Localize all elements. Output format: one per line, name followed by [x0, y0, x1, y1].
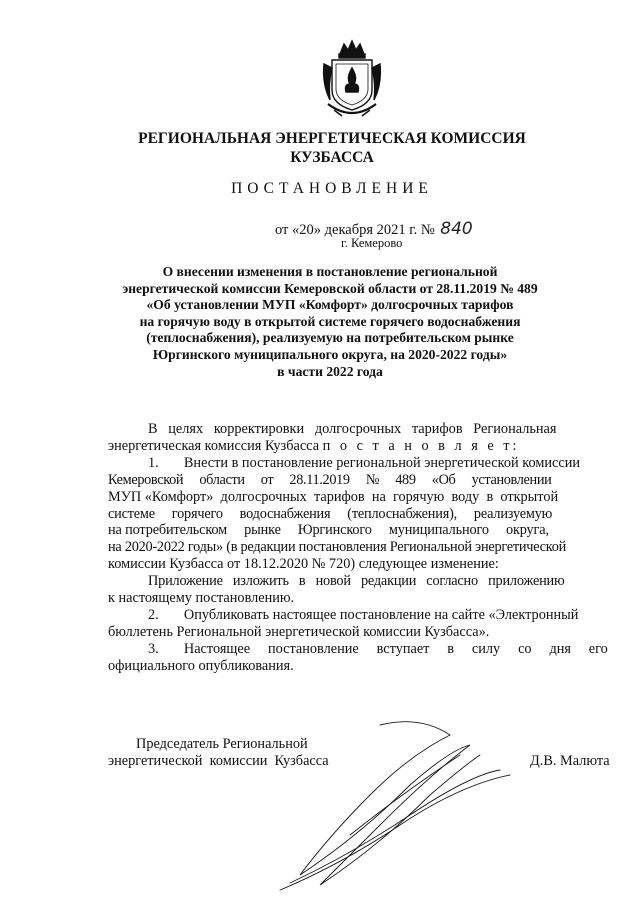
- subject-line: Юргинского муниципального округа, на 2020-2022 годы»: [152, 346, 508, 362]
- item-2-number: 2.: [148, 606, 159, 623]
- intro-line: В целях корректировки долгосрочных тарифов Региональная: [148, 421, 557, 437]
- item-1-line: системе горячего водоснабжения (теплоснабжения), реализуемую: [108, 505, 553, 522]
- subject-line: на горячую воду в открытой системе горячего водоснабжения: [139, 313, 521, 329]
- subject-line: энергетической комиссии Кемеровской области от 28.11.2019 № 489: [122, 280, 538, 296]
- item-3-line: официального опубликования.: [108, 657, 294, 674]
- intro-text: энергетическая комиссия Кузбасса: [108, 437, 320, 454]
- item-2-text: Опубликовать настоящее постановление на сайте «Электронный: [183, 606, 579, 623]
- item-1-line: МУП «Комфорт» долгосрочных тарифов на горячую воду в открытой: [108, 488, 559, 505]
- signatory-name: Д.В. Малюта: [530, 753, 610, 769]
- item-1-line: Кемеровской области от 28.11.2019 № 489 «Об установлении: [108, 471, 552, 488]
- intro-line: энергетическая комиссия Кузбасса п о с т а н о в л я е т:: [108, 437, 517, 454]
- organization-name-line1: РЕГИОНАЛЬНАЯ ЭНЕРГЕТИЧЕСКАЯ КОМИССИЯ: [138, 130, 526, 147]
- document-type: ПОСТАНОВЛЕНИЕ: [231, 180, 433, 197]
- item-1-text: Внести в постановление региональной энергетической комиссии: [183, 454, 581, 471]
- appendix-line: к настоящему постановлению.: [108, 590, 295, 607]
- subject-line: (теплоснабжения), реализуемую на потребительском рынке: [146, 330, 514, 346]
- subject-line: в части 2022 года: [277, 363, 383, 379]
- item-3-number: 3.: [148, 640, 159, 657]
- document-body: [108, 421, 611, 675]
- kuzbass-coat-of-arms-icon: [320, 38, 384, 120]
- item-3-text: Настоящее постановление вступает в силу со дня его: [183, 640, 608, 657]
- city: г. Кемерово: [341, 236, 403, 250]
- date-text: от «20» декабря 2021 г. №: [275, 222, 435, 238]
- item-1-number: 1.: [148, 454, 159, 471]
- item-2-line: бюллетень Региональной энергетической комиссии Кузбасса».: [108, 623, 490, 640]
- signatory-title-line: энергетической комиссии Кузбасса: [108, 753, 329, 769]
- item-2-line: [108, 607, 611, 624]
- item-3-line: [108, 641, 611, 658]
- document-number: 840: [440, 219, 473, 239]
- item-1-line: на 2020-2022 годы» (в редакции постановления Региональной энергетической: [108, 539, 567, 556]
- subject-line: О внесении изменения в постановление региональной: [162, 264, 498, 279]
- appendix-line: Приложение изложить в новой редакции согласно приложению: [148, 573, 565, 590]
- resolves-word: п о с т а н о в л я е т: [322, 437, 513, 454]
- item-1-line: комиссии Кузбасса от 18.12.2020 № 720) следующее изменение:: [108, 556, 499, 573]
- organization-name-line2: КУЗБАССА: [290, 149, 374, 166]
- subject-line: «Об установлении МУП «Комфорт» долгосрочных тарифов: [146, 297, 514, 313]
- item-1-line: на потребительском рынке Юргинского муниципального округа,: [108, 522, 549, 539]
- signatory-title-line: Председатель Региональной: [136, 736, 308, 752]
- document-subject: [95, 264, 565, 380]
- item-1-line: [108, 455, 611, 472]
- handwritten-signature-icon: [260, 715, 530, 895]
